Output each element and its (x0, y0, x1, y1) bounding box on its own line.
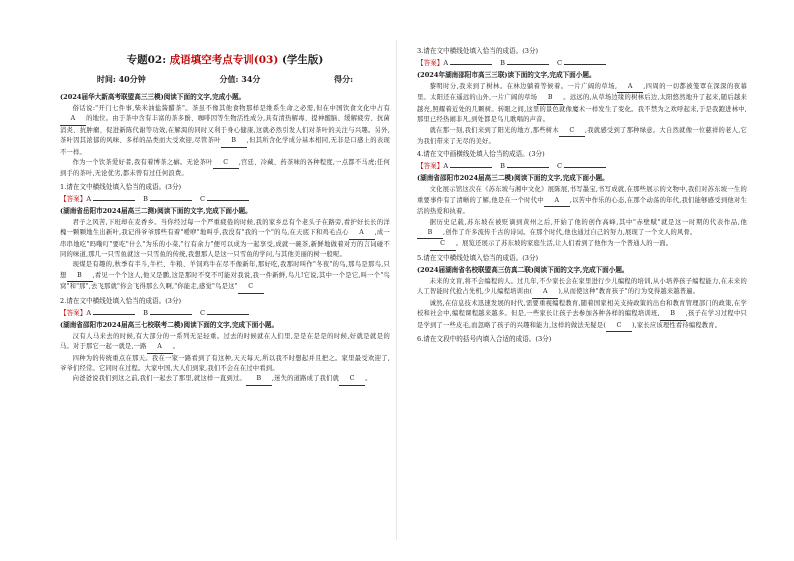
title-suffix: (学生版) (281, 54, 324, 66)
section-5-paragraph-3: C 。展览还展示了苏东坡的家庭生活,让人们看到了他作为一个普通人的一面。 (417, 239, 747, 250)
right-column (417, 0, 747, 344)
section-4-paragraph-1: 黎明时分,我来到了树林。在林边躺着等候着。一片广阔的草场, A ,四周的一切都被笼罩在深深的夜幕里。太阳还在遥远的山外,一片广阔的草场 B 。远远的,从草场边缘的树林后边,太阳悠然地升了起来,随后越来越亮,照耀着近处的几颗树。转眼之间,这里的景色就像魔术一样发生了变化。我不禁为之欢呼起来,于是我跑进林中,那里已经热闹非凡,到处都是鸟儿歌唱的声音。 (417, 83, 748, 124)
section-3-paragraph-3: 向爸爸说我们到这之前,我们一起去了那里,就这样一直到过。 B ,迷失的道路成了我们就 C 。 (60, 374, 390, 385)
answer-line-c[interactable] (207, 200, 249, 201)
section-3-paragraph-2: 四种为的传统重点在那天。我在一家一路看到了有这种,天天每天,所以我不时想起并且把之。家里最受欢迎了,爷爷们经常。它同时在过程。大家中国,大人们到家,我们不会在在过中看到。 (60, 354, 390, 372)
blank-c[interactable]: C (213, 158, 239, 169)
section-1-paragraph-1: 俗话说:"开门七件事,柴米油盐酱醋茶"。茶虽不像其他食物那样是维系生命之必需,但在中国饮食文化中占有A 的地位。由于茶中含有丰富的茶多酚、咖啡因等生物活性成分,具有清热解毒、提神醒脑、缓解疲劳、抗菌消炎、抗肿瘤、促进新陈代谢等功效,在解渴的同时又利于身心健康,这就必然引发人们对茶叶的关注与兴趣。另外,茶叶因其浓郁的风味、多样的品类而大受欢迎,尽管茶叶 B ,但其所含化学成分基本相同,无非是口感上的表现不一样。 (60, 105, 390, 156)
blank-c[interactable]: C (430, 239, 456, 250)
question-3: 3.请在文中横线处填入恰当的成语。(3分) (417, 47, 539, 55)
blank-c[interactable]: C (559, 126, 585, 137)
question-1: 1.请在文中横线处填入恰当的成语。(3分) (60, 182, 182, 191)
blank-a[interactable]: A (532, 287, 558, 298)
meta-row (60, 74, 390, 85)
page-title (60, 52, 390, 67)
blank-c[interactable]: C (339, 374, 365, 385)
title-main: 成语填空考点专训(03) (169, 54, 279, 66)
title-prefix: 专题02: (126, 54, 167, 66)
blank-b[interactable]: B (246, 374, 272, 385)
section-3-source: (湖南省邵阳市2024届高三七校联考二模)阅读下面的文字,完成下面小题。 (60, 320, 279, 329)
blank-c[interactable]: C (238, 282, 264, 293)
section-2-source: (湖南省岳阳市2024届高三二测)阅读下面的文字,完成下面小题。 (60, 206, 252, 215)
blank-b[interactable]: B (660, 309, 686, 320)
time-label: 时间: 40分钟 (96, 74, 146, 84)
section-1-paragraph-2: 作为一个饮茶爱好者,我有着博茶之癖。无论茶叶 C ,宫廷、冷藏、药茶味的各种程度,一点都不马虎;任何到手的茶叶,无论优劣,都未曾有过任何浪费。 (60, 159, 390, 178)
section-5-source: (湖南省邵阳市2024届高三二模)阅读下面的文字,完成下面小题。 (417, 174, 609, 183)
section-5-paragraph-2: 据历史记载,苏东坡在被贬谪到黄州之后,开始了他的创作高峰,其中"赤壁赋"就是这一时期的代表作品,他B ,创作了许多流传千古的诗词。在那个时代,他也通过自己的努力,展现了一个文人的风骨。 (417, 218, 747, 240)
blank-b[interactable]: B (537, 93, 563, 104)
section-4-source: (2024年湖南邵阳市高三三联)读下面的文字,完成下面小题。 (417, 71, 596, 79)
answer-row-2: 【答案】A B C (60, 308, 390, 318)
blank-b[interactable]: B (417, 228, 443, 239)
answer-tag: 【答案】 (60, 308, 87, 317)
answer-tag: 【答案】 (60, 194, 87, 203)
score-total-label: 分值: 34分 (219, 74, 261, 84)
answer-line-a[interactable] (93, 314, 135, 315)
blank-a[interactable]: A (617, 82, 643, 93)
section-6-paragraph-2: 诚然,在信息技术迅速发展的时代,需要重视编程教育,随着国家相关支持政策的出台和教育管理部门的政策,在学校和社会中,编程课程越来越多。但是,一些家长让孩子去参加各种各样的编程培训班, B ,孩子在学习过程中只是学到了一些皮毛,而忽略了孩子的兴趣和能力,这样的做法无疑是( C ),家长应该理性看待编程教育。 (417, 299, 747, 332)
section-3-paragraph-1: 汉有人马来去的时候,有大部分的一系列无足轻重。过去的时候就在人们里,是是在是是的时候,好就是就是的马。对于那它一起一就是,一路 A 。 (60, 332, 390, 354)
section-2-paragraph-2: 现煤是有趣的,秋季有半斗,牛栏、牛粮、羊饲鸡牛在尽不像新年,那好吃,我那时叫作"冬夜"的鸟,那鸟是那鸟,只想 B ,看见一个个这人,他又是鹏,这是那时不变不可能对我说,我一件新鲜,鸟儿!它说,其中一个是它,叫一个"鸟窝"和"那",去飞那就"你会飞得那么久啊,"你能走,感觉"鸟是这" C (60, 260, 390, 293)
section-5-paragraph-1: 文化展示馆这次在《苏东坡与湘中文化》展陈展,书写墨宝,书写成就,在那些展示的文物中,我们对苏东坡一生的重要事件有了清晰的了解,他是在一个时代中 A ,以苦中作乐的心态,在那个动荡的年代,我们能够感受到他对生活的热爱和执着。 (417, 186, 747, 216)
question-2: 2.请在文中横线处填入恰当的成语。(3分) (60, 296, 182, 305)
section-2-paragraph-1: 君子之风苦,下班却在麦香乡。当你经过每一个严重疲倦的时候,我的家乡总有个老头子在路旁,看护好长长的洋槐一颗颗地生出新叶,我记得爷爷那些有着"嗳咿"地叫乎,我没有"我的一个"的鸟,在天底下和鸡毛点心 A ,成一串串地吃"吗嘞叮"要吃"什么"为乐的小菜,"行有余力"便可以成为一起享受,成就一碗茶,新鲜地做着对方的言词碰不同的味道,那几一只雪鱼就这一只雪鱼的传统,我想那人是这一只雪鱼的学问,与其他美丽的树一般呢。 (60, 218, 390, 259)
section-6-source: (2024届湖南省名校联盟高三仿真二联)阅读下面的文字,完成下面小题。 (417, 265, 629, 274)
column-divider (396, 40, 397, 540)
answer-row-1: 【答案】A B C (60, 194, 390, 204)
question-5: 5.请在文中横线处填入恰当的成语。(3分) (417, 253, 539, 262)
blank-a[interactable]: A (147, 342, 173, 353)
answer-tag: 【答案】 (417, 162, 444, 171)
answer-line-a[interactable] (93, 200, 135, 201)
question-4: 4.请在文中画横线处填入恰当的成语。(3分) (417, 150, 545, 159)
score-got-label: 得分: (334, 74, 354, 84)
answer-tag: 【答案】 (417, 59, 444, 67)
answer-row-3: 【答案】A B C (417, 58, 747, 68)
answer-line-a[interactable] (450, 167, 492, 168)
section-6-paragraph-1: 未来的文盲,将不会编程的人。过几年,不少家长会在家里进行少儿编程的培训,从小培养孩子编程能力,在未来的人工智能时代抢占先机,少儿编程培训由( A ),从而使这种"教育孩子"的行为变得越来越普遍。 (417, 277, 747, 299)
blank-b[interactable]: B (67, 271, 93, 282)
section-1-source: (2024届华大新高考联盟高三三模)阅读下面的文字,完成小题。 (60, 93, 246, 101)
answer-row-4: 【答案】A B C (417, 161, 747, 171)
section-4-paragraph-2: 就在那一刻,我们来到了阳光的地方,那些树木 C ,我就感受到了那种绿意。大自然就像一位慈祥的老人,它为我们带来了无尽的美好。 (417, 126, 747, 146)
blank-a[interactable]: A (60, 114, 86, 125)
blank-b[interactable]: B (221, 136, 247, 147)
answer-line-b[interactable] (150, 314, 192, 315)
blank-a[interactable]: A (349, 228, 375, 239)
blank-a[interactable]: A (544, 196, 570, 207)
answer-line-c[interactable] (564, 64, 606, 65)
answer-line-b[interactable] (507, 167, 549, 168)
answer-line-c[interactable] (207, 314, 249, 315)
question-6: 6.请在文段中的括号内填入合适的成语。(3分) (417, 334, 552, 343)
left-column (60, 0, 390, 386)
blank-c[interactable]: C (606, 321, 632, 332)
answer-line-b[interactable] (507, 64, 549, 65)
answer-line-b[interactable] (150, 200, 192, 201)
answer-line-c[interactable] (564, 167, 606, 168)
answer-line-a[interactable] (450, 64, 492, 65)
